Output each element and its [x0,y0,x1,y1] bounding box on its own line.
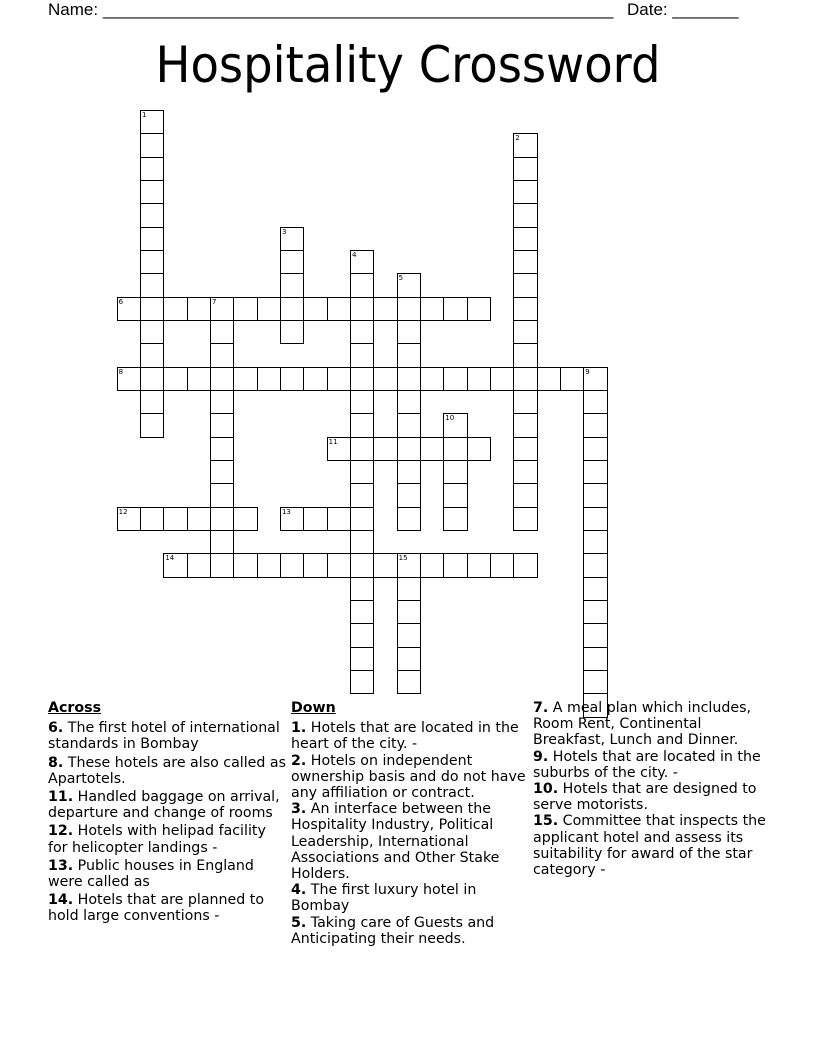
cell-number: 13 [281,507,291,516]
crossword-cell[interactable] [583,623,607,647]
crossword-cell[interactable] [187,367,211,391]
crossword-cell[interactable] [210,483,234,507]
cell-number: 1 [142,111,147,119]
crossword-cell[interactable] [583,507,607,531]
across-clue-list [48,720,288,924]
crossword-cell[interactable] [397,390,421,414]
crossword-cell[interactable] [210,530,234,554]
crossword-cell[interactable] [140,390,164,414]
crossword-cell[interactable] [490,367,514,391]
crossword-cell[interactable] [443,413,467,437]
crossword-cell[interactable] [420,367,444,391]
crossword-cell[interactable] [513,507,537,531]
crossword-cell[interactable] [350,647,374,671]
cell-number: 14 [165,554,175,563]
crossword-cell[interactable] [583,530,607,554]
date-label: Date: [627,0,668,19]
clue-text: Hotels that are planned to hold large conventions - [48,892,265,925]
crossword-cell[interactable] [280,273,304,297]
crossword-cell[interactable] [397,600,421,624]
crossword-cell[interactable] [583,553,607,577]
crossword-cell[interactable] [350,483,374,507]
clue-text: The first hotel of international standards in Bombay [48,720,280,753]
down-clues [291,700,531,947]
crossword-cell[interactable] [350,320,374,344]
crossword-cell[interactable] [513,297,537,321]
cell-number: 5 [398,274,404,283]
crossword-cell[interactable] [513,250,537,274]
crossword-cell[interactable] [350,413,374,437]
crossword-cell[interactable] [373,553,397,577]
clue-text: A meal plan which includes, Room Rent, Continental Breakfast, Lunch and Dinner. [533,700,751,749]
crossword-cell[interactable] [420,437,444,461]
crossword-cell[interactable] [280,320,304,344]
crossword-cell[interactable] [350,553,374,577]
clue-number: 5. [291,914,307,931]
crossword-cell[interactable] [397,647,421,671]
crossword-cell[interactable] [327,367,351,391]
down-clue-list-continued [533,700,773,878]
clue-text: Committee that inspects the applicant hotel and assess its suitability for award of the star category - [533,813,766,879]
crossword-cell[interactable] [397,273,421,297]
crossword-cell[interactable] [280,367,304,391]
crossword-cell[interactable] [140,133,164,157]
crossword-cell[interactable] [163,297,187,321]
clue-item [48,823,288,855]
crossword-cell[interactable] [210,320,234,344]
crossword-cell[interactable] [373,367,397,391]
crossword-cell[interactable] [513,133,537,157]
crossword-cell[interactable] [420,553,444,577]
crossword-cell[interactable] [397,437,421,461]
clue-item [533,700,773,749]
crossword-cell[interactable] [163,553,187,577]
crossword-cell[interactable] [513,273,537,297]
crossword-cell[interactable] [140,320,164,344]
crossword-cell[interactable] [350,507,374,531]
clue-text: Public houses in England were called as [48,857,254,891]
clue-number: 6. [48,720,64,737]
clue-text: Hotels that are located in the heart of the city. - [291,720,519,753]
crossword-cell[interactable] [187,553,211,577]
crossword-cell[interactable] [327,297,351,321]
crossword-cell[interactable] [397,553,421,577]
date-blank-line[interactable]: _______ [672,0,739,19]
crossword-cell[interactable] [140,227,164,251]
crossword-cell[interactable] [210,507,234,531]
crossword-cell[interactable] [397,507,421,531]
crossword-cell[interactable] [140,367,164,391]
name-blank-line[interactable]: ______________________________________________________ [102,0,614,19]
cell-number: 7 [211,297,217,306]
clue-number: 13. [48,857,74,874]
crossword-cell[interactable] [583,577,607,601]
crossword-cell[interactable] [303,553,327,577]
clue-number: 10. [533,781,559,798]
clue-item [291,720,531,752]
crossword-cell[interactable] [467,437,491,461]
crossword-cell[interactable] [327,553,351,577]
clue-text: These hotels are also called as Apartotels. [48,754,286,787]
cell-number: 15 [398,554,408,563]
crossword-cell[interactable] [443,507,467,531]
crossword-cell[interactable] [350,623,374,647]
crossword-cell[interactable] [583,367,607,391]
crossword-cell[interactable] [140,157,164,181]
clue-text: The first luxury hotel in Bombay [291,882,477,915]
cell-number: 8 [118,367,124,376]
crossword-cell[interactable] [513,157,537,181]
across-clues [48,700,288,927]
down-clue-list [291,720,531,947]
crossword-cell[interactable] [583,390,607,414]
clue-number: 3. [291,801,307,818]
clue-text: Taking care of Guests and Anticipating their needs. [291,914,495,947]
crossword-cell[interactable] [117,297,141,321]
clue-item [48,720,288,752]
clue-item [291,753,531,802]
crossword-cell[interactable] [513,553,537,577]
crossword-cell[interactable] [187,507,211,531]
crossword-cell[interactable] [397,297,421,321]
crossword-cell[interactable] [140,343,164,367]
clue-text: Hotels with helipad facility for helicopter landings - [48,823,266,856]
crossword-cell[interactable] [257,553,281,577]
crossword-cell[interactable] [303,507,327,531]
crossword-cell[interactable] [443,483,467,507]
crossword-cell[interactable] [467,297,491,321]
crossword-cell[interactable] [583,483,607,507]
crossword-cell[interactable] [350,670,374,694]
crossword-cell[interactable] [350,343,374,367]
clue-number: 2. [291,752,307,769]
crossword-cell[interactable] [350,600,374,624]
crossword-cell[interactable] [513,227,537,251]
name-field[interactable] [48,0,613,20]
crossword-cell[interactable] [583,670,607,694]
crossword-cell[interactable] [280,250,304,274]
crossword-cell[interactable] [513,460,537,484]
clue-number: 14. [48,892,74,909]
crossword-cell[interactable] [210,390,234,414]
crossword-cell[interactable] [513,180,537,204]
crossword-cell[interactable] [303,367,327,391]
clue-number: 7. [533,700,549,716]
crossword-cell[interactable] [140,297,164,321]
crossword-cell[interactable] [443,460,467,484]
clue-item [48,858,288,890]
crossword-cell[interactable] [513,390,537,414]
crossword-cell[interactable] [373,297,397,321]
crossword-cell[interactable] [303,297,327,321]
crossword-cell[interactable] [420,297,444,321]
crossword-cell[interactable] [513,343,537,367]
crossword-cell[interactable] [397,413,421,437]
crossword-cell[interactable] [350,530,374,554]
across-heading: Across [48,700,102,716]
crossword-cell[interactable] [210,437,234,461]
crossword-cell[interactable] [443,553,467,577]
crossword-cell[interactable] [210,297,234,321]
date-field[interactable] [627,0,739,20]
cell-number: 4 [351,250,357,259]
crossword-cell[interactable] [583,437,607,461]
crossword-cell[interactable] [513,413,537,437]
crossword-cell[interactable] [397,670,421,694]
cell-number: 10 [445,414,455,423]
clue-item [48,892,288,924]
crossword-cell[interactable] [233,367,257,391]
crossword-cell[interactable] [210,413,234,437]
crossword-cell[interactable] [257,367,281,391]
crossword-cell[interactable] [210,553,234,577]
crossword-cell[interactable] [163,507,187,531]
crossword-cell[interactable] [140,203,164,227]
crossword-cell[interactable] [397,460,421,484]
clue-item [48,755,288,787]
crossword-cell[interactable] [397,320,421,344]
crossword-cell[interactable] [467,553,491,577]
crossword-cell[interactable] [397,577,421,601]
clue-number: 11. [48,789,74,806]
crossword-cell[interactable] [233,553,257,577]
down-clues-continued [533,700,773,878]
crossword-cell[interactable] [513,320,537,344]
crossword-cell[interactable] [257,297,281,321]
crossword-cell[interactable] [397,483,421,507]
crossword-cell[interactable] [513,483,537,507]
clue-text: Handled baggage on arrival, departure and change of rooms [48,789,280,822]
clue-number: 15. [533,813,559,830]
crossword-cell[interactable] [350,367,374,391]
clue-item [533,781,773,813]
crossword-cell[interactable] [280,227,304,251]
crossword-cell[interactable] [490,553,514,577]
cell-number: 9 [585,367,590,376]
clue-number: 8. [48,754,64,771]
clue-number: 4. [291,882,307,899]
crossword-cell[interactable] [280,507,304,531]
clue-item [291,915,531,947]
crossword-cell[interactable] [513,203,537,227]
clue-text: Hotels that are located in the suburbs of the city. - [533,748,761,781]
down-heading: Down [291,700,336,716]
crossword-cell[interactable] [163,367,187,391]
crossword-cell[interactable] [140,273,164,297]
crossword-cell[interactable] [443,437,467,461]
crossword-cell[interactable] [397,367,421,391]
crossword-cell[interactable] [350,460,374,484]
crossword-cell[interactable] [280,553,304,577]
cell-number: 11 [328,437,338,446]
crossword-cell[interactable] [140,507,164,531]
crossword-cell[interactable] [327,437,351,461]
crossword-cell[interactable] [467,367,491,391]
crossword-cell[interactable] [210,367,234,391]
clue-item [533,813,773,878]
crossword-cell[interactable] [537,367,561,391]
clue-item [291,801,531,882]
clue-number: 1. [291,720,307,737]
crossword-cell[interactable] [443,297,467,321]
clue-text: An interface between the Hospitality Industry, Political Leadership, International Associations and Other Stake Holders. [291,801,500,883]
crossword-cell[interactable] [233,507,257,531]
clue-text: Hotels on independent ownership basis and do not have any affiliation or contract. [291,752,526,802]
clue-item [533,749,773,781]
crossword-cell[interactable] [117,367,141,391]
crossword-cell[interactable] [140,413,164,437]
crossword-cell[interactable] [583,647,607,671]
crossword-cell[interactable] [397,343,421,367]
crossword-cell[interactable] [373,437,397,461]
crossword-cell[interactable] [140,110,164,134]
crossword-cell[interactable] [210,460,234,484]
cell-number: 2 [515,134,520,143]
crossword-cell[interactable] [140,250,164,274]
name-label: Name: [48,0,99,19]
clue-number: 9. [533,748,549,765]
crossword-cell[interactable] [187,297,211,321]
crossword-cell[interactable] [397,623,421,647]
crossword-cell[interactable] [350,273,374,297]
crossword-cell[interactable] [583,460,607,484]
clue-text: Hotels that are designed to serve motorists. [533,781,757,814]
crossword-cell[interactable] [350,250,374,274]
crossword-cell[interactable] [443,367,467,391]
crossword-cell[interactable] [280,297,304,321]
crossword-cell[interactable] [350,297,374,321]
cell-number: 6 [118,297,124,306]
crossword-cell[interactable] [117,507,141,531]
crossword-cell[interactable] [140,180,164,204]
crossword-cell[interactable] [583,600,607,624]
crossword-cell[interactable] [350,577,374,601]
crossword-cell[interactable] [513,437,537,461]
crossword-cell[interactable] [583,413,607,437]
cell-number: 3 [281,227,287,236]
clue-number: 12. [48,823,74,840]
crossword-cell[interactable] [350,390,374,414]
crossword-cell[interactable] [560,367,584,391]
clue-item [48,789,288,821]
crossword-cell[interactable] [513,367,537,391]
crossword-cell[interactable] [327,507,351,531]
cell-number: 12 [118,507,128,516]
clue-item [291,882,531,914]
crossword-cell[interactable] [233,297,257,321]
crossword-cell[interactable] [210,343,234,367]
crossword-cell[interactable] [350,437,374,461]
page-title: Hospitality Crossword [155,36,661,94]
